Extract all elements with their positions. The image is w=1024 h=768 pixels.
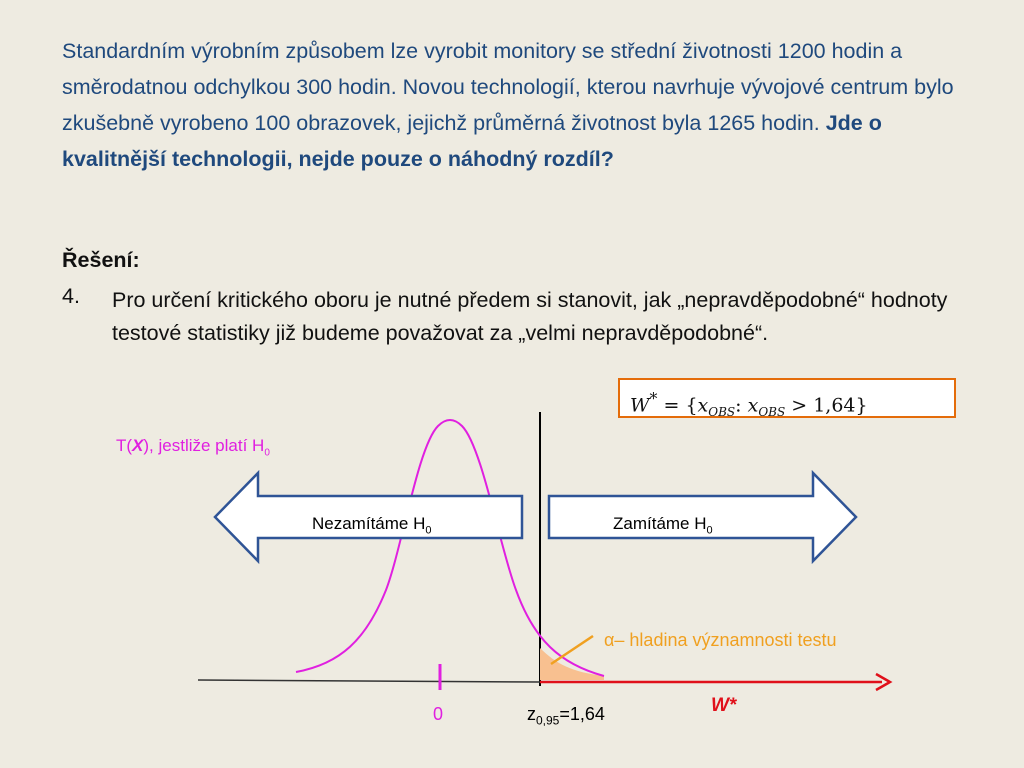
formula-obs: OBS bbox=[708, 405, 736, 420]
formula-colon: : bbox=[735, 394, 748, 417]
critical-prefix: z bbox=[527, 704, 536, 724]
curve-label-suffix: ), jestliže platí H bbox=[143, 436, 265, 455]
x-axis bbox=[198, 680, 540, 682]
left-arrow-label bbox=[312, 514, 432, 536]
step-text: Pro určení kritického oboru je nutné předem si stanovit, jak „nepravděpodobné“ hodnoty testové statistiky již budeme považovat za „velmi nepravděpodobné“. bbox=[112, 288, 948, 345]
zero-label: 0 bbox=[433, 704, 444, 724]
formula-obs2: OBS bbox=[758, 405, 786, 420]
formula-star: * bbox=[649, 389, 658, 408]
formula-x2: x bbox=[747, 394, 759, 417]
curve-label-prefix: T( bbox=[116, 436, 133, 455]
left-arrow-sub: 0 bbox=[425, 524, 432, 537]
right-arrow-label bbox=[613, 514, 713, 536]
step-number: 4. bbox=[62, 284, 80, 308]
critical-suffix: =1,64 bbox=[559, 704, 605, 724]
curve-label-x: X bbox=[132, 436, 144, 455]
curve-label-sub: 0 bbox=[264, 447, 270, 459]
formula-x: x bbox=[697, 394, 709, 417]
formula-w: W bbox=[630, 394, 650, 417]
alpha-pointer bbox=[551, 636, 593, 664]
critical-sub: 0,95 bbox=[536, 713, 560, 728]
formula-eq: = { bbox=[657, 394, 698, 417]
solution-heading: Řešení: bbox=[62, 248, 140, 272]
critical-region-label: W* bbox=[711, 695, 737, 716]
left-arrow-text: Nezamítáme H bbox=[312, 514, 426, 533]
problem-question: Jde o kvalitnější technologii, nejde pouze o náhodný rozdíl? bbox=[62, 111, 882, 171]
problem-text: Standardním výrobním způsobem lze vyrobit monitory se střední životnosti 1200 hodin a směrodatnou odchylkou 300 hodin. Novou technologií, kterou navrhuje vývojové centrum bylo zkušebně vyrobeno 100 obrazovek, jejichž průměrná životnost byla 1265 hodin. bbox=[62, 39, 954, 135]
formula-condition: > 1,64} bbox=[785, 394, 868, 417]
critical-value-label bbox=[527, 704, 605, 728]
right-arrow-text: Zamítáme H bbox=[613, 514, 707, 533]
density-curve bbox=[296, 420, 604, 676]
right-arrow-sub: 0 bbox=[706, 524, 713, 537]
alpha-label: α– hladina významnosti testu bbox=[604, 630, 837, 650]
curve-label bbox=[116, 436, 270, 458]
